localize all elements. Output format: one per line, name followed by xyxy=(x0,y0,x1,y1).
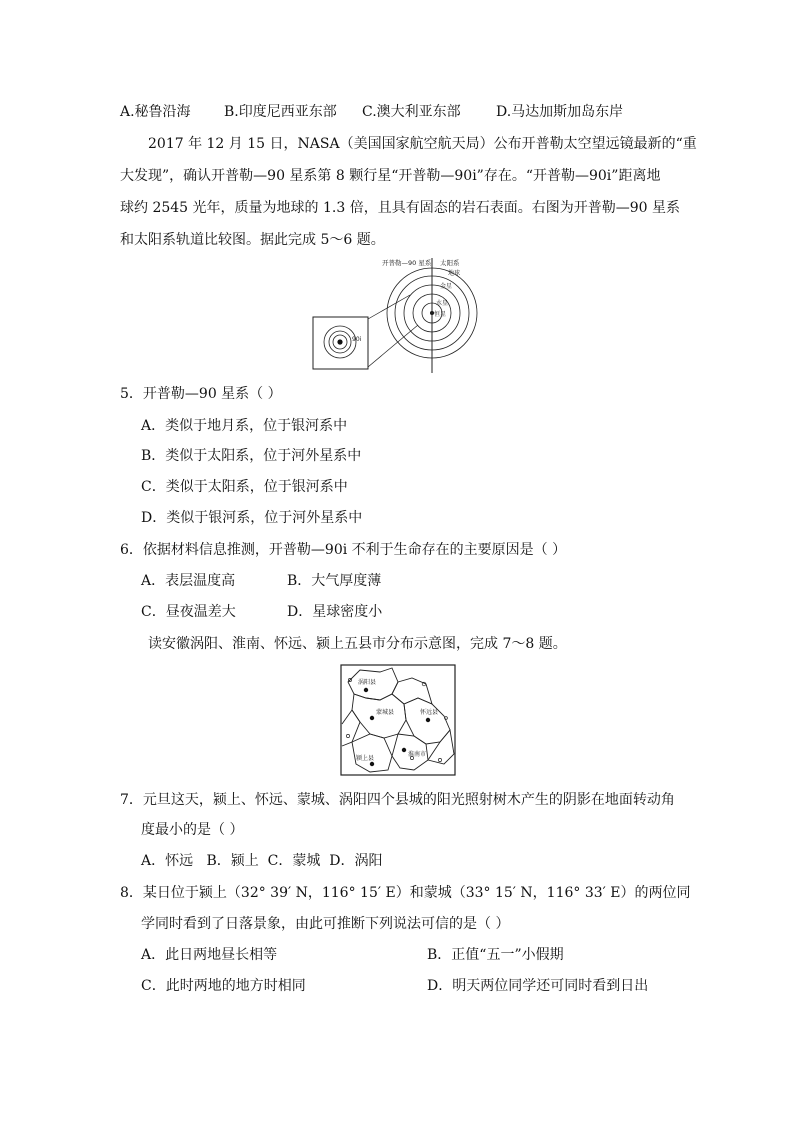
label-huainan: 淮南市 xyxy=(408,751,427,758)
woyang-dot xyxy=(364,688,368,692)
q6-option-b: B．大气厚度薄 xyxy=(287,573,382,589)
q8-option-a: A．此日两地昼长相等 xyxy=(141,947,278,963)
label-left-system: 开普勒—90 星系 xyxy=(382,259,432,267)
label-mercury: 水星 xyxy=(436,300,449,307)
boundary-mengcheng xyxy=(352,694,406,738)
q6-option-a: A．表层温度高 xyxy=(141,573,236,589)
q8-stem-line1: 8．某日位于颍上（32° 39′ N，116° 15′ E）和蒙城（33° 15′ N，116° 33′ E）的两位同 xyxy=(120,885,691,901)
label-right-system: 太阳系 xyxy=(440,259,460,267)
passage2: 读安徽涡阳、淮南、怀远、颍上五县市分布示意图，完成 7～8 题。 xyxy=(148,636,567,652)
q4-option-c: C.澳大利亚东部 xyxy=(362,104,461,120)
q4-option-d: D.马达加斯加岛东岸 xyxy=(496,104,624,120)
q8-stem-line2: 学同时看到了日落景象，由此可推断下列说法可信的是（ ） xyxy=(141,916,510,932)
county-map-svg xyxy=(340,664,456,776)
q5-option-a: A．类似于地月系，位于银河系中 xyxy=(141,418,348,434)
label-woyang: 涡阳县 xyxy=(358,679,377,686)
q5-option-c: C．类似于太阳系，位于银河系中 xyxy=(141,479,348,495)
orbit-comparison-svg xyxy=(310,255,490,375)
q8-option-c: C．此时两地的地方时相同 xyxy=(141,978,306,994)
passage1-line-1: 2017 年 12 月 15 日，NASA（美国国家航空航天局）公布开普勒太空望远镜最新的“重 xyxy=(148,136,697,152)
label-huaiyuan: 怀远县 xyxy=(420,709,439,716)
label-90i: 90i xyxy=(352,336,362,343)
label-mengcheng: 蒙城县 xyxy=(376,709,395,716)
town-circle xyxy=(346,734,349,737)
passage1-line-4: 和太阳系轨道比较图。据此完成 5～6 题。 xyxy=(120,232,385,248)
mengcheng-dot xyxy=(370,716,374,720)
huaiyuan-dot xyxy=(426,718,430,722)
boundary-north xyxy=(392,678,432,704)
q7-stem-line2: 度最小的是（ ） xyxy=(141,822,244,838)
q6-option-d: D．星球密度小 xyxy=(287,604,383,620)
town-circle xyxy=(438,758,441,761)
q4-options xyxy=(120,102,623,122)
q8-option-d: D．明天两位同学还可同时看到日出 xyxy=(427,978,649,994)
q7-stem-line1: 7．元旦这天，颍上、怀远、蒙城、涡阳四个县城的阳光照射树木产生的阴影在地面转动角 xyxy=(120,792,675,808)
passage1-line-2: 大发现”，确认开普勒—90 星系第 8 颗行星“开普勒—90i”存在。“开普勒—90i”距离地 xyxy=(120,168,661,184)
boundary-west xyxy=(342,710,360,746)
q6-stem: 6．依据材料信息推测，开普勒—90i 不利于生命存在的主要原因是（ ） xyxy=(120,542,567,558)
q5-stem: 5．开普勒—90 星系（ ） xyxy=(120,386,282,402)
q5-option-b: B．类似于太阳系，位于河外星系中 xyxy=(141,448,362,464)
label-star: 恒星 xyxy=(434,311,447,318)
q7-options: A．怀远 B．颍上 C．蒙城 D．涡阳 xyxy=(141,853,383,869)
kepler90-star xyxy=(337,339,342,344)
boundary-yingshang xyxy=(352,734,392,772)
q8-option-b: B．正值“五一”小假期 xyxy=(427,947,564,963)
label-earth: 地球 xyxy=(448,270,461,277)
q4-option-b: B.印度尼西亚东部 xyxy=(224,104,337,120)
label-venus: 金星 xyxy=(440,283,453,290)
huainan-dot xyxy=(402,748,406,752)
yingshang-dot xyxy=(370,762,374,766)
q6-option-c: C．昼夜温差大 xyxy=(141,604,236,620)
zoom-line-bottom xyxy=(368,325,418,367)
q5-option-d: D．类似于银河系，位于河外星系中 xyxy=(141,510,363,526)
county-map-figure xyxy=(340,664,456,776)
label-yingshang: 颍上县 xyxy=(356,755,375,762)
passage1-line-3: 球约 2545 光年，质量为地球的 1.3 倍，且具有固态的岩石表面。右图为开普勒—90 星系 xyxy=(120,200,680,216)
orbit-comparison-figure xyxy=(310,255,490,375)
q4-option-a: A.秘鲁沿海 xyxy=(120,104,191,120)
